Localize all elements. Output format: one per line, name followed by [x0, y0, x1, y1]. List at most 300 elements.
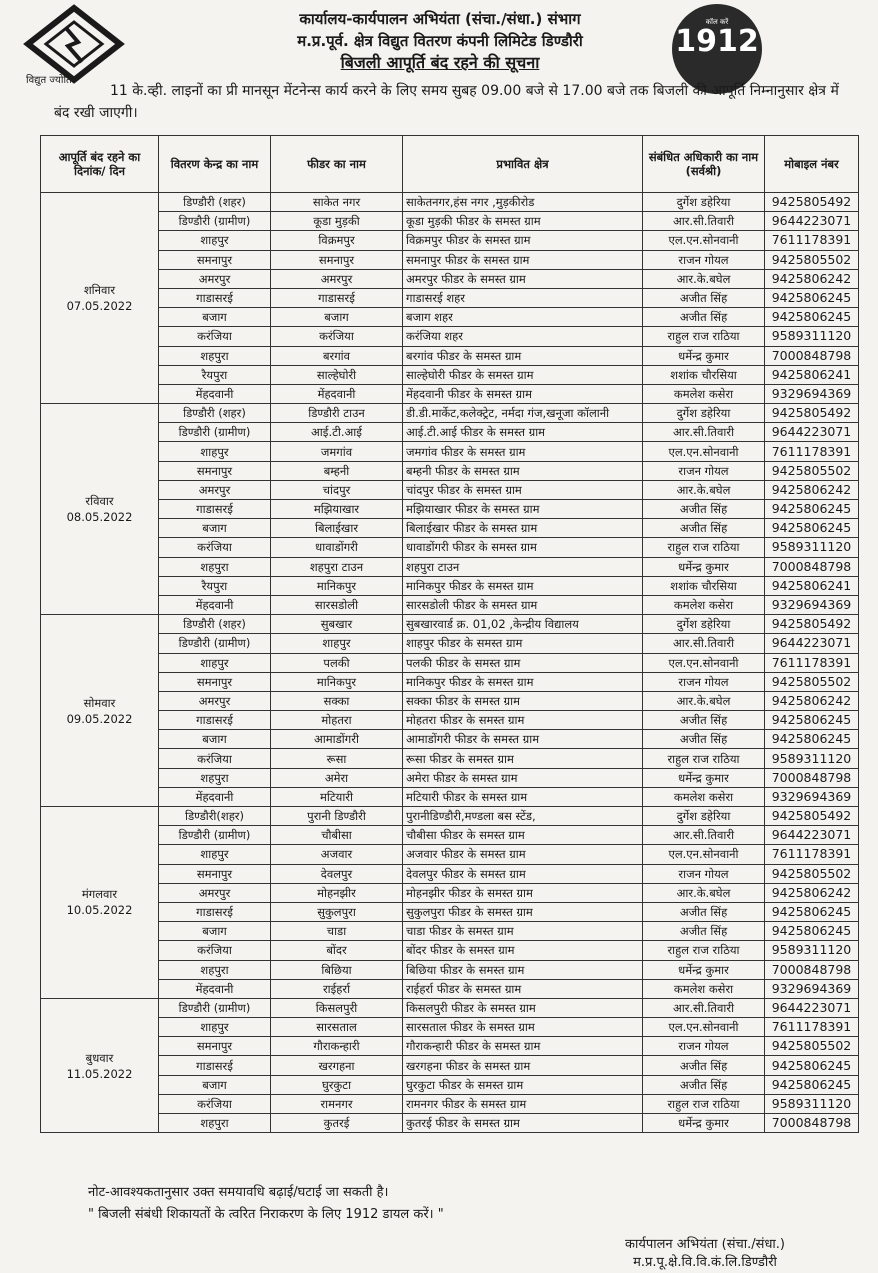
- col-officer: संबंधित अधिकारी का नाम (सर्वश्री): [643, 136, 765, 193]
- table-row: [41, 269, 859, 288]
- area-cell: सारसडोली फीडर के समस्त ग्राम: [403, 595, 643, 614]
- mobile-cell: 9425805492: [765, 615, 859, 634]
- center-cell: गाडासरई: [159, 902, 271, 921]
- feeder-cell: बोंदर: [271, 941, 403, 960]
- mobile-cell: 9425806245: [765, 922, 859, 941]
- feeder-cell: सारसताल: [271, 1018, 403, 1037]
- officer-cell: आर.के.बघेल: [643, 883, 765, 902]
- feeder-cell: मटियारी: [271, 787, 403, 806]
- table-row: [41, 212, 859, 231]
- table-row: [41, 730, 859, 749]
- helpline-badge-caption: कॉल करें: [705, 18, 729, 26]
- table-row: [41, 365, 859, 384]
- officer-cell: अजीत सिंह: [643, 711, 765, 730]
- officer-cell: राहुल राज राठिया: [643, 538, 765, 557]
- table-row: [41, 979, 859, 998]
- center-cell: गाडासरई: [159, 288, 271, 307]
- area-cell: बरगांव फीडर के समस्त ग्राम: [403, 346, 643, 365]
- center-cell: डिण्डौरी (शहर): [159, 193, 271, 212]
- officer-cell: दुर्गेश डहेरिया: [643, 404, 765, 423]
- table-row: [41, 1056, 859, 1075]
- center-cell: शाहपुर: [159, 1018, 271, 1037]
- feeder-cell: सक्का: [271, 691, 403, 710]
- day-name: रविवार: [85, 494, 114, 509]
- feeder-cell: पुरानी डिण्डौरी: [271, 807, 403, 826]
- officer-cell: अजीत सिंह: [643, 1056, 765, 1075]
- area-cell: राईहर्रा फीडर के समस्त ग्राम: [403, 979, 643, 998]
- area-cell: करंजिया शहर: [403, 327, 643, 346]
- feeder-cell: रामनगर: [271, 1094, 403, 1113]
- table-row: [41, 346, 859, 365]
- center-cell: अमरपुर: [159, 269, 271, 288]
- table-row: [41, 787, 859, 806]
- mobile-cell: 9329694369: [765, 787, 859, 806]
- center-cell: डिण्डौरी (ग्रामीण): [159, 634, 271, 653]
- area-cell: साकेतनगर,हंस नगर ,मुड़कीरोड: [403, 193, 643, 212]
- officer-cell: धर्मेन्द्र कुमार: [643, 768, 765, 787]
- day-cell: [41, 807, 159, 999]
- center-cell: करंजिया: [159, 327, 271, 346]
- feeder-cell: साकेत नगर: [271, 193, 403, 212]
- area-cell: रूसा फीडर के समस्त ग्राम: [403, 749, 643, 768]
- officer-cell: राजन गोयल: [643, 1037, 765, 1056]
- mobile-cell: 9425806241: [765, 365, 859, 384]
- area-cell: सुकुलपुरा फीडर के समस्त ग्राम: [403, 902, 643, 921]
- officer-cell: राहुल राज राठिया: [643, 1094, 765, 1113]
- area-cell: चांदपुर फीडर के समस्त ग्राम: [403, 480, 643, 499]
- table-row: [41, 538, 859, 557]
- area-cell: घुरकुटा फीडर के समस्त ग्राम: [403, 1075, 643, 1094]
- table-row: [41, 1037, 859, 1056]
- feeder-cell: विक्रमपुर: [271, 231, 403, 250]
- mobile-cell: 7000848798: [765, 1114, 859, 1133]
- mobile-cell: 9425805502: [765, 672, 859, 691]
- area-cell: बिछिया फीडर के समस्त ग्राम: [403, 960, 643, 979]
- officer-cell: आर.के.बघेल: [643, 269, 765, 288]
- area-cell: चाडा फीडर के समस्त ग्राम: [403, 922, 643, 941]
- area-cell: सक्का फीडर के समस्त ग्राम: [403, 691, 643, 710]
- mobile-cell: 9425805492: [765, 193, 859, 212]
- table-row: [41, 672, 859, 691]
- center-cell: करंजिया: [159, 749, 271, 768]
- mobile-cell: 9425806245: [765, 902, 859, 921]
- feeder-cell: जमगांव: [271, 442, 403, 461]
- table-row: [41, 1114, 859, 1133]
- table-row: [41, 384, 859, 403]
- table-row: [41, 480, 859, 499]
- table-row: [41, 519, 859, 538]
- signature-block: [560, 1236, 850, 1272]
- mobile-cell: 9425806245: [765, 1056, 859, 1075]
- mobile-cell: 9329694369: [765, 979, 859, 998]
- col-date: आपूर्ति बंद रहने का दिनांक/ दिन: [41, 136, 159, 193]
- center-cell: शाहपुर: [159, 845, 271, 864]
- center-cell: मेंहदवानी: [159, 979, 271, 998]
- center-cell: समनापुर: [159, 672, 271, 691]
- day-name: सोमवार: [83, 695, 116, 710]
- area-cell: खरगहना फीडर के समस्त ग्राम: [403, 1056, 643, 1075]
- mobile-cell: 9644223071: [765, 634, 859, 653]
- mobile-cell: 9425806245: [765, 519, 859, 538]
- feeder-cell: अमेरा: [271, 768, 403, 787]
- center-cell: शाहपुर: [159, 231, 271, 250]
- area-cell: आई.टी.आई फीडर के समस्त ग्राम: [403, 423, 643, 442]
- col-center: वितरण केन्द्र का नाम: [159, 136, 271, 193]
- center-cell: अमरपुर: [159, 480, 271, 499]
- area-cell: मोहतरा फीडर के समस्त ग्राम: [403, 711, 643, 730]
- feeder-cell: मोहनझीर: [271, 883, 403, 902]
- center-cell: मेंहदवानी: [159, 384, 271, 403]
- table-row: [41, 960, 859, 979]
- feeder-cell: चाडा: [271, 922, 403, 941]
- center-cell: शहपुरा: [159, 346, 271, 365]
- feeder-cell: गौराकन्हारी: [271, 1037, 403, 1056]
- officer-cell: अजीत सिंह: [643, 1075, 765, 1094]
- center-cell: शहपुरा: [159, 960, 271, 979]
- center-cell: शहपुरा: [159, 1114, 271, 1133]
- logo-caption: विद्युत ज्योति: [26, 75, 72, 86]
- table-row: [41, 500, 859, 519]
- center-cell: अमरपुर: [159, 691, 271, 710]
- officer-cell: राजन गोयल: [643, 461, 765, 480]
- feeder-cell: आई.टी.आई: [271, 423, 403, 442]
- mobile-cell: 7611178391: [765, 442, 859, 461]
- table-row: [41, 288, 859, 307]
- mobile-cell: 9644223071: [765, 423, 859, 442]
- officer-cell: आर.सी.तिवारी: [643, 423, 765, 442]
- officer-cell: धर्मेन्द्र कुमार: [643, 960, 765, 979]
- table-row: [41, 1018, 859, 1037]
- mobile-cell: 9644223071: [765, 212, 859, 231]
- table-row: [41, 461, 859, 480]
- area-cell: बिलाईखार फीडर के समस्त ग्राम: [403, 519, 643, 538]
- table-header-row: [41, 136, 859, 193]
- day-name: मंगलवार: [81, 887, 118, 902]
- officer-cell: कमलेश कसेरा: [643, 384, 765, 403]
- center-cell: शाहपुर: [159, 653, 271, 672]
- center-cell: रैयपुरा: [159, 365, 271, 384]
- table-row: [41, 327, 859, 346]
- center-cell: शहपुरा: [159, 557, 271, 576]
- center-cell: बजाग: [159, 730, 271, 749]
- center-cell: बजाग: [159, 922, 271, 941]
- mobile-cell: 9589311120: [765, 749, 859, 768]
- feeder-cell: कूडा मुड़की: [271, 212, 403, 231]
- day-date: 11.05.2022: [66, 1066, 133, 1081]
- center-cell: गाडासरई: [159, 1056, 271, 1075]
- mobile-cell: 9425806245: [765, 500, 859, 519]
- mobile-cell: 9425806245: [765, 711, 859, 730]
- table-row: [41, 768, 859, 787]
- officer-cell: राहुल राज राठिया: [643, 749, 765, 768]
- feeder-cell: अजवार: [271, 845, 403, 864]
- area-cell: बोंदर फीडर के समस्त ग्राम: [403, 941, 643, 960]
- mobile-cell: 9425806245: [765, 730, 859, 749]
- center-cell: डिण्डौरी (ग्रामीण): [159, 826, 271, 845]
- notice-title: बिजली आपूर्ति बंद रहने की सूचना: [340, 53, 540, 72]
- officer-cell: धर्मेन्द्र कुमार: [643, 557, 765, 576]
- area-cell: कुतरई फीडर के समस्त ग्राम: [403, 1114, 643, 1133]
- table-row: [41, 193, 859, 212]
- document-title: [180, 8, 700, 74]
- day-date: 08.05.2022: [66, 510, 133, 525]
- area-cell: धावाडोंगरी फीडर के समस्त ग्राम: [403, 538, 643, 557]
- table-row: [41, 691, 859, 710]
- feeder-cell: डिण्डौरी टाउन: [271, 404, 403, 423]
- officer-cell: अजीत सिंह: [643, 288, 765, 307]
- table-row: [41, 557, 859, 576]
- officer-cell: कमलेश कसेरा: [643, 595, 765, 614]
- feeder-cell: बरगांव: [271, 346, 403, 365]
- center-cell: डिण्डौरी(शहर): [159, 807, 271, 826]
- day-cell: [41, 998, 159, 1132]
- mobile-cell: 9425806245: [765, 308, 859, 327]
- area-cell: जमगांव फीडर के समस्त ग्राम: [403, 442, 643, 461]
- area-cell: गाडासरई शहर: [403, 288, 643, 307]
- center-cell: करंजिया: [159, 941, 271, 960]
- feeder-cell: आमाडोंगरी: [271, 730, 403, 749]
- feeder-cell: पलकी: [271, 653, 403, 672]
- officer-cell: अजीत सिंह: [643, 519, 765, 538]
- table-row: [41, 423, 859, 442]
- officer-cell: आर.के.बघेल: [643, 480, 765, 499]
- col-area: प्रभावित क्षेत्र: [403, 136, 643, 193]
- area-cell: चौबीसा फीडर के समस्त ग्राम: [403, 826, 643, 845]
- notes: [88, 1182, 444, 1226]
- feeder-cell: किसलपुरी: [271, 998, 403, 1017]
- mobile-cell: 9425806242: [765, 269, 859, 288]
- area-cell: कूडा मुड़की फीडर के समस्त ग्राम: [403, 212, 643, 231]
- mobile-cell: 9589311120: [765, 1094, 859, 1113]
- table-row: [41, 231, 859, 250]
- feeder-cell: कुतरई: [271, 1114, 403, 1133]
- mobile-cell: 9425806242: [765, 480, 859, 499]
- feeder-cell: घुरकुटा: [271, 1075, 403, 1094]
- officer-cell: आर.के.बघेल: [643, 691, 765, 710]
- officer-cell: राजन गोयल: [643, 864, 765, 883]
- table-row: [41, 653, 859, 672]
- officer-cell: आर.सी.तिवारी: [643, 998, 765, 1017]
- officer-cell: अजीत सिंह: [643, 902, 765, 921]
- area-cell: बजाग शहर: [403, 308, 643, 327]
- center-cell: डिण्डौरी (ग्रामीण): [159, 423, 271, 442]
- officer-cell: आर.सी.तिवारी: [643, 212, 765, 231]
- table-row: [41, 308, 859, 327]
- officer-cell: अजीत सिंह: [643, 500, 765, 519]
- center-cell: समनापुर: [159, 864, 271, 883]
- area-cell: शाहपुर फीडर के समस्त ग्राम: [403, 634, 643, 653]
- col-feeder: फीडर का नाम: [271, 136, 403, 193]
- officer-cell: कमलेश कसेरा: [643, 979, 765, 998]
- table-row: [41, 941, 859, 960]
- table-row: [41, 883, 859, 902]
- area-cell: सुबखारवार्ड क्र. 01,02 ,केन्द्रीय विद्यालय: [403, 615, 643, 634]
- officer-cell: राजन गोयल: [643, 250, 765, 269]
- feeder-cell: बम्हनी: [271, 461, 403, 480]
- officer-cell: धर्मेन्द्र कुमार: [643, 346, 765, 365]
- office-name: कार्यालय-कार्यपालन अभियंता (संचा./संधा.) संभाग: [299, 10, 581, 28]
- table-row: [41, 826, 859, 845]
- shutdown-schedule-table: [40, 135, 859, 1133]
- mobile-cell: 9329694369: [765, 384, 859, 403]
- officer-cell: आर.सी.तिवारी: [643, 826, 765, 845]
- table-row: [41, 1075, 859, 1094]
- area-cell: पलकी फीडर के समस्त ग्राम: [403, 653, 643, 672]
- feeder-cell: चौबीसा: [271, 826, 403, 845]
- helpline-number: 1912: [675, 24, 759, 59]
- area-cell: गौराकन्हारी फीडर के समस्त ग्राम: [403, 1037, 643, 1056]
- officer-cell: दुर्गेश डहेरिया: [643, 615, 765, 634]
- feeder-cell: बिछिया: [271, 960, 403, 979]
- center-cell: शहपुरा: [159, 768, 271, 787]
- area-cell: समनापुर फीडर के समस्त ग्राम: [403, 250, 643, 269]
- feeder-cell: मानिकपुर: [271, 576, 403, 595]
- area-cell: अमरपुर फीडर के समस्त ग्राम: [403, 269, 643, 288]
- feeder-cell: खरगहना: [271, 1056, 403, 1075]
- area-cell: मझियाखार फीडर के समस्त ग्राम: [403, 500, 643, 519]
- officer-cell: शशांक चौरसिया: [643, 576, 765, 595]
- center-cell: गाडासरई: [159, 711, 271, 730]
- feeder-cell: बिलाईखार: [271, 519, 403, 538]
- feeder-cell: समनापुर: [271, 250, 403, 269]
- feeder-cell: चांदपुर: [271, 480, 403, 499]
- center-cell: बजाग: [159, 308, 271, 327]
- area-cell: रामनगर फीडर के समस्त ग्राम: [403, 1094, 643, 1113]
- feeder-cell: राईहर्रा: [271, 979, 403, 998]
- center-cell: समनापुर: [159, 250, 271, 269]
- area-cell: मानिकपुर फीडर के समस्त ग्राम: [403, 672, 643, 691]
- area-cell: विक्रमपुर फीडर के समस्त ग्राम: [403, 231, 643, 250]
- center-cell: समनापुर: [159, 461, 271, 480]
- table-row: [41, 634, 859, 653]
- center-cell: रैयपुरा: [159, 576, 271, 595]
- feeder-cell: सुबखार: [271, 615, 403, 634]
- table-row: [41, 595, 859, 614]
- area-cell: बम्हनी फीडर के समस्त ग्राम: [403, 461, 643, 480]
- mobile-cell: 9644223071: [765, 826, 859, 845]
- center-cell: बजाग: [159, 519, 271, 538]
- center-cell: बजाग: [159, 1075, 271, 1094]
- feeder-cell: मेंहदवानी: [271, 384, 403, 403]
- area-cell: शहपुरा टाउन: [403, 557, 643, 576]
- mobile-cell: 7000848798: [765, 346, 859, 365]
- mobile-cell: 7611178391: [765, 653, 859, 672]
- mobile-cell: 9425806241: [765, 576, 859, 595]
- mobile-cell: 7000848798: [765, 768, 859, 787]
- area-cell: साल्हेघोरी फीडर के समस्त ग्राम: [403, 365, 643, 384]
- table-row: [41, 404, 859, 423]
- officer-cell: एल.एन.सोनवानी: [643, 231, 765, 250]
- center-cell: समनापुर: [159, 1037, 271, 1056]
- area-cell: किसलपुरी फीडर के समस्त ग्राम: [403, 998, 643, 1017]
- officer-cell: अजीत सिंह: [643, 922, 765, 941]
- day-name: बुधवार: [85, 1050, 114, 1065]
- mobile-cell: 9589311120: [765, 941, 859, 960]
- officer-cell: राहुल राज राठिया: [643, 941, 765, 960]
- area-cell: अमेरा फीडर के समस्त ग्राम: [403, 768, 643, 787]
- feeder-cell: साल्हेघोरी: [271, 365, 403, 384]
- area-cell: मानिकपुर फीडर के समस्त ग्राम: [403, 576, 643, 595]
- mobile-cell: 7611178391: [765, 1018, 859, 1037]
- mobile-cell: 7000848798: [765, 557, 859, 576]
- note-time-change: नोट-आवश्यकतानुसार उक्त समयावधि बढ़ाई/घटाई जा सकती है।: [88, 1185, 389, 1200]
- area-cell: मोहनझीर फीडर के समस्त ग्राम: [403, 883, 643, 902]
- area-cell: सारसताल फीडर के समस्त ग्राम: [403, 1018, 643, 1037]
- officer-cell: राहुल राज राठिया: [643, 327, 765, 346]
- intro-paragraph: 11 के.व्ही. लाइनों का प्री मानसून मेंटनेन्स कार्य करने के लिए समय सुबह 09.00 बजे से 17.00 बजे तक बिजली की आपूर्ति निम्नानुसार क्षेत्र में बंद रखी जाएगी।: [54, 83, 839, 121]
- note-helpline: " बिजली संबंधी शिकायतों के त्वरित निराकरण के लिए 1912 डायल करें। ": [88, 1207, 444, 1222]
- table-row: [41, 998, 859, 1017]
- mobile-cell: 7611178391: [765, 231, 859, 250]
- officer-cell: दुर्गेश डहेरिया: [643, 193, 765, 212]
- officer-cell: एल.एन.सोनवानी: [643, 1018, 765, 1037]
- table-row: [41, 845, 859, 864]
- mobile-cell: 9425805502: [765, 461, 859, 480]
- officer-cell: एल.एन.सोनवानी: [643, 845, 765, 864]
- center-cell: मेंहदवानी: [159, 595, 271, 614]
- feeder-cell: गाडासरई: [271, 288, 403, 307]
- feeder-cell: मानिकपुर: [271, 672, 403, 691]
- table-row: [41, 902, 859, 921]
- officer-cell: दुर्गेश डहेरिया: [643, 807, 765, 826]
- col-mobile: मोबाइल नंबर: [765, 136, 859, 193]
- center-cell: डिण्डौरी (शहर): [159, 404, 271, 423]
- center-cell: करंजिया: [159, 538, 271, 557]
- mobile-cell: 9425805502: [765, 1037, 859, 1056]
- area-cell: मेंहदवानी फीडर के समस्त ग्राम: [403, 384, 643, 403]
- officer-cell: एल.एन.सोनवानी: [643, 442, 765, 461]
- table-row: [41, 749, 859, 768]
- table-row: [41, 250, 859, 269]
- day-cell: [41, 404, 159, 615]
- mobile-cell: 7611178391: [765, 845, 859, 864]
- center-cell: डिण्डौरी (ग्रामीण): [159, 998, 271, 1017]
- feeder-cell: मझियाखार: [271, 500, 403, 519]
- table-row: [41, 711, 859, 730]
- center-cell: डिण्डौरी (शहर): [159, 615, 271, 634]
- table-body: [41, 193, 859, 1133]
- feeder-cell: शहपुरा टाउन: [271, 557, 403, 576]
- mobile-cell: 7000848798: [765, 960, 859, 979]
- mobile-cell: 9425805502: [765, 250, 859, 269]
- day-date: 07.05.2022: [66, 299, 133, 314]
- officer-cell: अजीत सिंह: [643, 730, 765, 749]
- officer-cell: आर.सी.तिवारी: [643, 634, 765, 653]
- signature-designation: कार्यपालन अभियंता (संचा./संधा.): [624, 1237, 786, 1252]
- feeder-cell: सुकुलपुरा: [271, 902, 403, 921]
- day-cell: [41, 193, 159, 404]
- table-row: [41, 576, 859, 595]
- area-cell: अजवार फीडर के समस्त ग्राम: [403, 845, 643, 864]
- feeder-cell: करंजिया: [271, 327, 403, 346]
- day-cell: [41, 615, 159, 807]
- feeder-cell: शाहपुर: [271, 634, 403, 653]
- table-row: [41, 442, 859, 461]
- day-date: 10.05.2022: [66, 903, 133, 918]
- mobile-cell: 9644223071: [765, 998, 859, 1017]
- center-cell: डिण्डौरी (ग्रामीण): [159, 212, 271, 231]
- feeder-cell: सारसडोली: [271, 595, 403, 614]
- mobile-cell: 9589311120: [765, 538, 859, 557]
- center-cell: अमरपुर: [159, 883, 271, 902]
- feeder-cell: बजाग: [271, 308, 403, 327]
- day-date: 09.05.2022: [66, 711, 133, 726]
- mobile-cell: 9425806245: [765, 1075, 859, 1094]
- mobile-cell: 9425805492: [765, 807, 859, 826]
- feeder-cell: धावाडोंगरी: [271, 538, 403, 557]
- officer-cell: शशांक चौरसिया: [643, 365, 765, 384]
- feeder-cell: अमरपुर: [271, 269, 403, 288]
